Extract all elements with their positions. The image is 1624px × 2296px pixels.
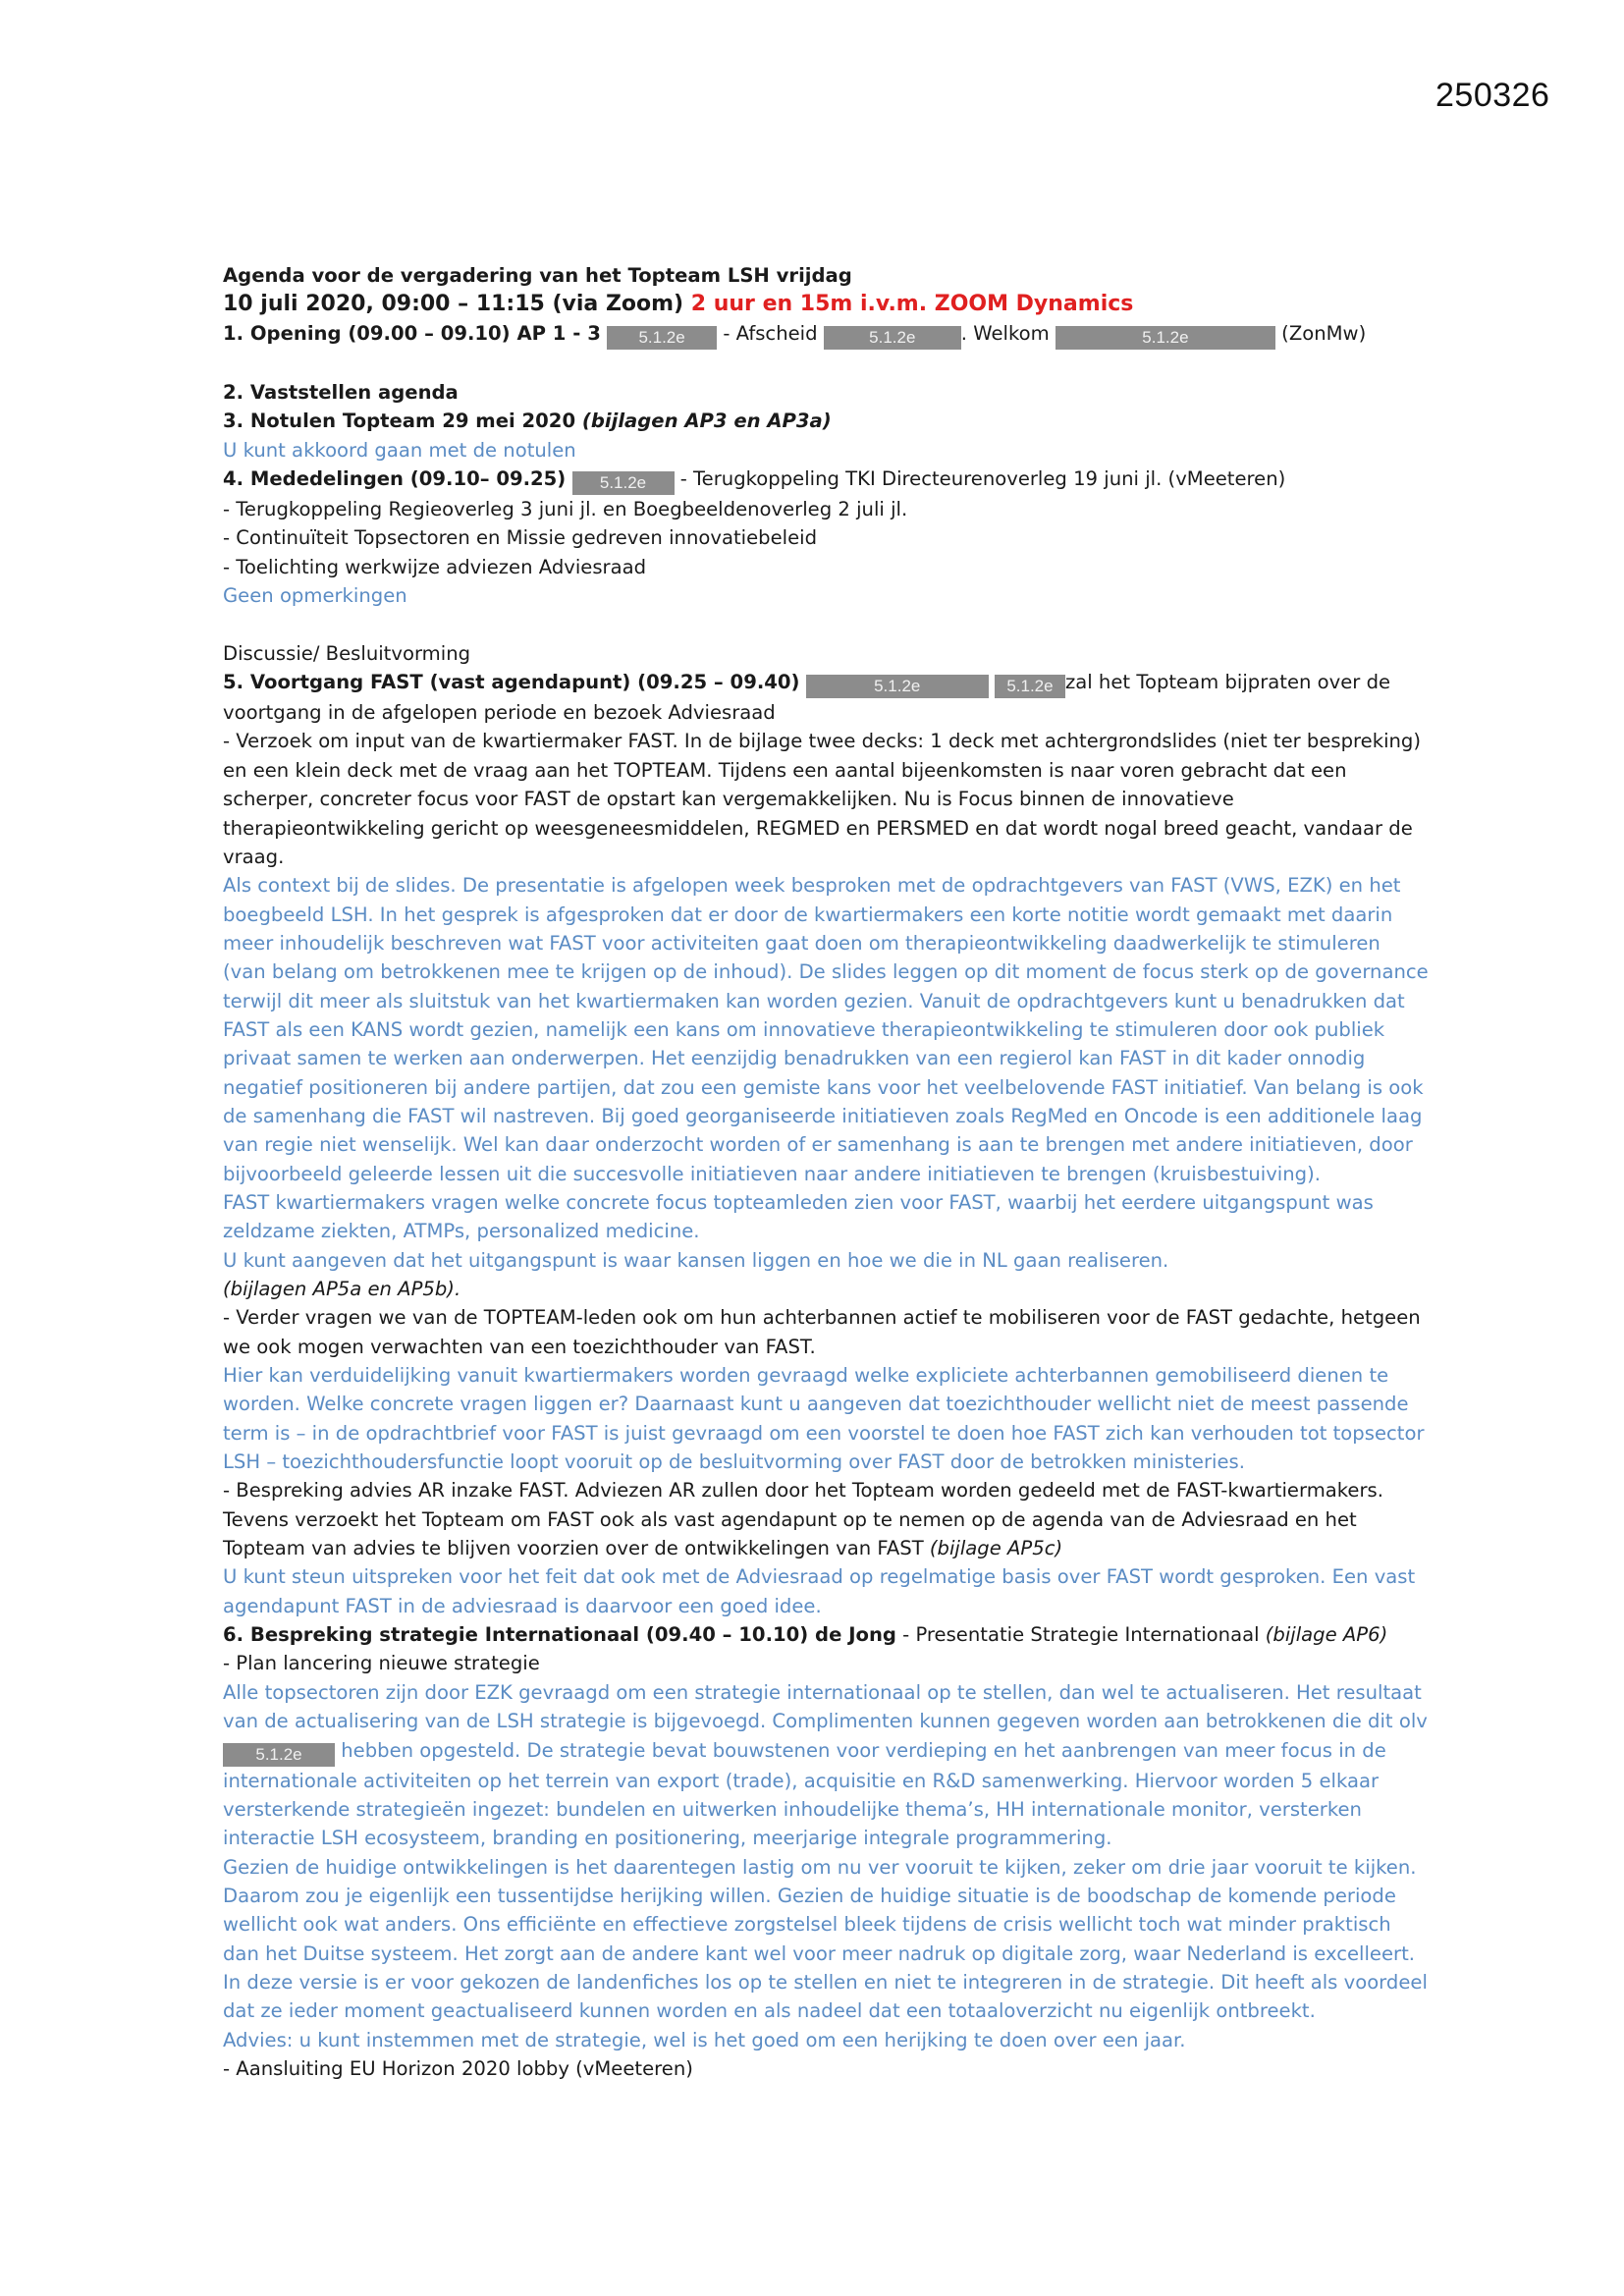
item-5-request-3: scherper, concreter focus voor FAST de opstart kan vergemakkelijken. Nu is Focus binnen de innovatieve <box>223 788 1234 811</box>
item-4-title: 4. Mededelingen (09.10– 09.25) <box>223 467 567 491</box>
item-5-line <box>223 668 1431 698</box>
item-5-ref-2: (bijlage AP5c) <box>929 1537 1063 1560</box>
item-1-opening <box>223 319 1431 350</box>
item-5-context-3: meer inhoudelijk beschreven wat FAST voor activiteiten gaat doen om therapieontwikkeling daadwerkelijk te stimuleren <box>223 931 1380 955</box>
item-5-title-after: zal het Topteam bijpraten over de <box>1064 671 1391 694</box>
item-5-context-10: van regie niet wenselijk. Wel kan daar onderzocht worden of er samenhang is aan te brengen met andere initiatieven, door <box>223 1133 1413 1157</box>
item-5-request-5: vraag. <box>223 845 285 868</box>
item-6-para-13: Advies: u kunt instemmen met de strategie, wel is het goed om een herijking te doen over een jaar. <box>223 2028 1186 2051</box>
item-5-context-8: negatief positioneren bij andere partijen, dat zou een gemiste kans voor het veelbelovende FAST initiatief. Van belang is ook <box>223 1075 1424 1099</box>
item-4-line-4: - Toelichting werkwijze adviezen Adviesraad <box>223 555 647 578</box>
item-6-para-3-text: hebben opgesteld. De strategie bevat bouwstenen voor verdieping en het aanbrengen van meer focus in de <box>335 1738 1386 1762</box>
item-5-mobilize-1: - Verder vragen we van de TOPTEAM-leden ook om hun achterbannen actief te mobiliseren voor de FAST gedachte, hetgeen <box>223 1306 1421 1330</box>
item-5-request-2: en een klein deck met de vraag aan het TOPTEAM. Tijdens een aantal bijeenkomsten is naar voren gebracht dat een <box>223 758 1347 782</box>
item-2-title: 2. Vaststellen agenda <box>223 381 459 405</box>
item-6-ref: (bijlage AP6) <box>1265 1623 1388 1647</box>
item-5-line-2: voortgang in de afgelopen periode en bezoek Adviesraad <box>223 701 776 725</box>
item-3-line <box>223 407 1431 435</box>
agenda-title-line-1: Agenda voor de vergadering van het Topteam LSH vrijdag <box>223 264 852 287</box>
item-1-farewell: - Afscheid <box>723 321 818 345</box>
item-5-context-6: FAST als een KANS wordt gezien, namelijk een kans om innovatieve therapieontwikkeling te stimuleren door ook publiek <box>223 1017 1385 1041</box>
redaction-box: 5.1.2e <box>806 675 989 698</box>
item-5-context-7: privaat samen te werken aan onderwerpen. Het eenzijdig benadrukken van een regierol kan FAST in dit kader onnodig <box>223 1047 1366 1070</box>
item-6-para-1: Alle topsectoren zijn door EZK gevraagd om een strategie internationaal op te stellen, dan wel te actualiseren. Het resultaat <box>223 1680 1422 1704</box>
item-5-context-4: (van belang om betrokkenen mee te krijgen op de inhoud). De slides leggen op dit moment de focus sterk op de governance <box>223 960 1429 984</box>
item-6-para-7: Gezien de huidige ontwikkelingen is het daarentegen lastig om nu ver vooruit te kijken, zeker om drie jaar vooruit te kijken. <box>223 1855 1417 1879</box>
item-6-title: 6. Bespreking strategie Internationaal (09.40 – 10.10) de Jong <box>223 1623 896 1647</box>
redaction-box: 5.1.2e <box>223 1743 335 1767</box>
item-6-para-12: dat ze ieder moment geactualiseerd kunnen worden en als nadeel dat een totaaloverzicht nu eigenlijk ontbreekt. <box>223 1999 1316 2023</box>
item-6-para-11: In deze versie is er voor gekozen de landenfiches los op te stellen en niet te integreren in de strategie. Dit heeft als voordeel <box>223 1970 1428 1994</box>
item-5-title: 5. Voortgang FAST (vast agendapunt) (09.25 – 09.40) <box>223 671 800 694</box>
item-6-para-2: van de actualisering van de LSH strategie is bijgevoegd. Complimenten kunnen gegeven worden aan betrokkenen die dit olv <box>223 1710 1428 1733</box>
item-5-clarify-3: term is – in de opdrachtbrief voor FAST is juist gevraagd om een voorstel te doen hoe FAST zich kan verhouden tot topsector <box>223 1421 1425 1445</box>
item-6-para-8: Daarom zou je eigenlijk een tussentijdse herijking willen. Gezien de huidige situatie is de boodschap de komende periode <box>223 1884 1396 1907</box>
item-6-eu: - Aansluiting EU Horizon 2020 lobby (vMeeteren) <box>223 2056 693 2080</box>
agenda-document <box>223 261 1431 2083</box>
item-5-ref-1: (bijlagen AP5a en AP5b). <box>223 1278 461 1300</box>
document-number: 250326 <box>1435 77 1550 114</box>
item-5-context-11: bijvoorbeeld geleerde lessen uit die succesvolle initiatieven naar andere initiatieven te brengen (kruisbestuiving). <box>223 1162 1321 1185</box>
meeting-date-time: 10 juli 2020, 09:00 – 11:15 (via Zoom) <box>223 292 684 317</box>
item-1-welcome: . Welkom <box>960 321 1050 345</box>
item-4-line-3: - Continuïteit Topsectoren en Missie gedreven innovatiebeleid <box>223 526 818 550</box>
redaction-box: 5.1.2e <box>1056 326 1275 350</box>
item-5-context-5: terwijl dit meer als sluitstuk van het kwartiermaken kan worden gezien. Vanuit de opdrachtgevers kunt u benadrukken dat <box>223 989 1405 1012</box>
item-4-line-2: - Terugkoppeling Regieoverleg 3 juni jl. en Boegbeeldenoverleg 2 juli jl. <box>223 498 908 521</box>
agenda-title-line-2 <box>223 290 1431 318</box>
item-5-advice-3 <box>223 1534 1431 1562</box>
item-5-context-13: zeldzame ziekten, ATMPs, personalized medicine. <box>223 1220 700 1243</box>
item-3-note: U kunt akkoord gaan met de notulen <box>223 438 576 462</box>
item-6-para-6: interactie LSH ecosysteem, branding en positionering, meerjarige integrale programmering. <box>223 1827 1112 1850</box>
item-5-support-2: agendapunt FAST in de adviesraad is daarvoor een goed idee. <box>223 1594 822 1617</box>
item-4-line <box>223 465 1431 495</box>
item-3-ref: (bijlagen AP3 en AP3a) <box>581 410 832 433</box>
item-5-advice-last: Topteam van advies te blijven voorzien over de ontwikkelingen van FAST <box>223 1537 930 1560</box>
item-5-context-1: Als context bij de slides. De presentatie is afgelopen week besproken met de opdrachtgevers van FAST (VWS, EZK) en het <box>223 874 1401 898</box>
item-5-clarify-2: worden. Welke concrete vragen liggen er? Daarnaast kunt u aangeven dat toezichthouder wellicht niet de meest passende <box>223 1393 1409 1416</box>
item-5-context-12: FAST kwartiermakers vragen welke concrete focus topteamleden zien voor FAST, waarbij het eerdere uitgangspunt was <box>223 1190 1374 1214</box>
item-6-title-after: - Presentatie Strategie Internationaal <box>895 1623 1266 1647</box>
meeting-duration-note: 2 uur en 15m i.v.m. ZOOM Dynamics <box>683 292 1134 317</box>
item-5-request-1: - Verzoek om input van de kwartiermaker FAST. In de bijlage twee decks: 1 deck met achtergrondslides (niet ter bespreking) <box>223 730 1422 753</box>
item-6-para-10: dan het Duitse systeem. Het zorgt aan de andere kant wel voor meer nadruk op digitale zorg, waar Nederland is excelleert. <box>223 1941 1415 1965</box>
item-6-para-5: versterkende strategieën ingezet: bundelen en uitwerken inhoudelijke thema’s, HH internationale monitor, versterken <box>223 1797 1362 1821</box>
item-4-note: Geen opmerkingen <box>223 584 407 608</box>
item-5-advice-1: - Bespreking advies AR inzake FAST. Adviezen AR zullen door het Topteam worden gedeeld met de FAST-kwartiermakers. <box>223 1479 1383 1503</box>
item-1-org: (ZonMw) <box>1281 321 1367 345</box>
item-6-para-4: internationale activiteiten op het terrein van export (trade), acquisitie en R&D samenwerking. Hiervoor worden 5 elkaar <box>223 1769 1380 1792</box>
item-5-context-9: de samenhang die FAST wil nastreven. Bij goed georganiseerde initiatieven zoals RegMed en Oncode is een additionele laag <box>223 1104 1423 1127</box>
redaction-box: 5.1.2e <box>995 675 1065 698</box>
redaction-box: 5.1.2e <box>607 326 717 350</box>
discussion-header: Discussie/ Besluitvorming <box>223 641 471 665</box>
item-6-para-3 <box>223 1736 1431 1767</box>
item-1-title: 1. Opening (09.00 – 09.10) AP 1 - 3 <box>223 321 601 345</box>
redaction-box: 5.1.2e <box>824 326 961 350</box>
item-5-support-1: U kunt steun uitspreken voor het feit dat ook met de Adviesraad op regelmatige basis over FAST wordt gesproken. Een vast <box>223 1565 1416 1589</box>
item-6-plan: - Plan lancering nieuwe strategie <box>223 1652 540 1675</box>
item-5-advice-2: Tevens verzoekt het Topteam om FAST ook als vast agendapunt op te nemen op de agenda van de Adviesraad en het <box>223 1507 1357 1531</box>
item-5-clarify-4: LSH – toezichthoudersfunctie loopt vooruit op de besluitvorming over FAST door de betrokken ministeries. <box>223 1450 1245 1474</box>
item-5-clarify-1: Hier kan verduidelijking vanuit kwartiermakers worden gevraagd welke expliciete achterbannen gemobiliseerd dienen te <box>223 1364 1389 1388</box>
item-6-para-9: wellicht ook wat anders. Ons efficiënte en effectieve zorgstelsel bleek tijdens de crisis wellicht toch wat minder praktisch <box>223 1913 1391 1937</box>
item-5-context-2: boegbeeld LSH. In het gesprek is afgesproken dat er door de kwartiermakers een korte notitie wordt gemaakt met daarin <box>223 902 1393 926</box>
item-5-mobilize-2: we ook mogen verwachten van een toezichthouder van FAST. <box>223 1335 816 1358</box>
item-5-context-14: U kunt aangeven dat het uitgangspunt is waar kansen liggen en hoe we die in NL gaan realiseren. <box>223 1248 1169 1272</box>
item-6-line <box>223 1620 1431 1649</box>
item-5-request-4: therapieontwikkeling gericht op weesgeneesmiddelen, REGMED en PERSMED en dat wordt nogal breed geacht, vandaar de <box>223 816 1413 840</box>
item-3-title: 3. Notulen Topteam 29 mei 2020 <box>223 410 582 433</box>
item-4-first: - Terugkoppeling TKI Directeurenoverleg 19 juni jl. (vMeeteren) <box>679 467 1286 491</box>
redaction-box: 5.1.2e <box>572 471 675 495</box>
